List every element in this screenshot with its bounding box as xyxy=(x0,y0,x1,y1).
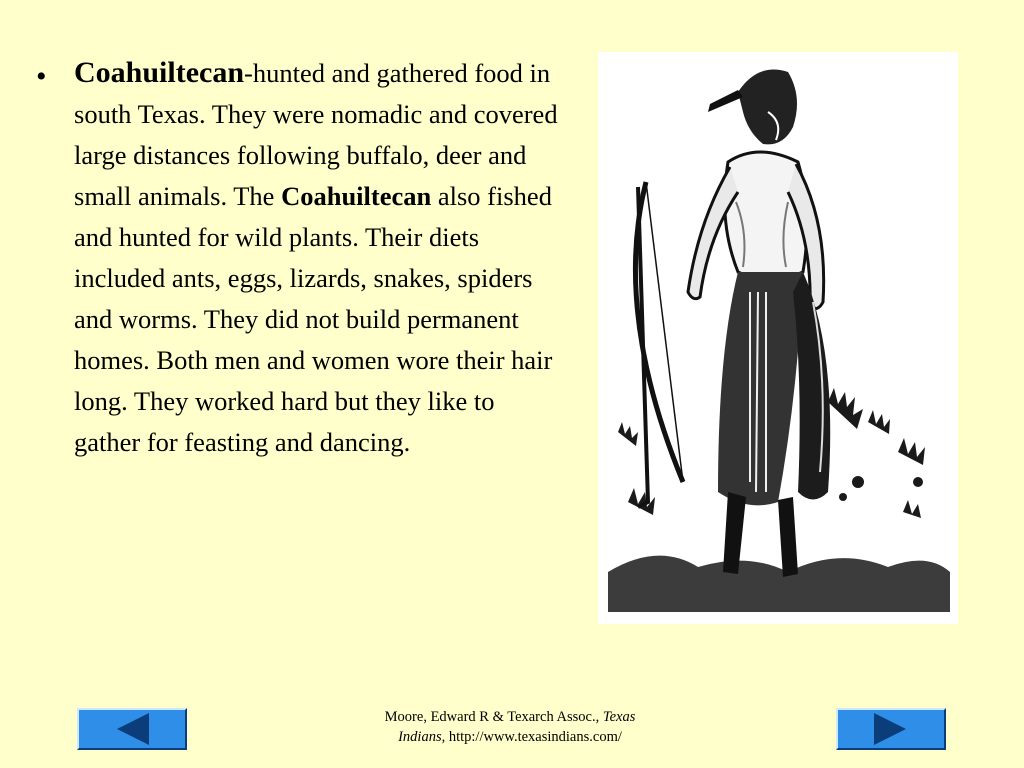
citation-title-2: Indians xyxy=(398,729,442,745)
paragraph-text-1: -hunted and gathered food in south Texas. They were nomadic and covered large distances following buffalo, deer and small animals. The xyxy=(74,58,558,211)
citation-title-1: Texas xyxy=(602,709,636,725)
previous-slide-button[interactable] xyxy=(77,708,187,750)
bullet-item xyxy=(30,52,560,463)
coahuiltecan-illustration xyxy=(598,52,958,624)
bullet-dot-icon: • xyxy=(36,60,47,93)
keyword-term: Coahuiltecan xyxy=(281,181,432,211)
citation-authors: Moore, Edward R & Texarch Assoc., xyxy=(384,709,603,725)
heading-term: Coahuiltecan xyxy=(74,56,245,89)
bullet-paragraph xyxy=(74,52,560,463)
next-slide-button[interactable] xyxy=(836,708,946,750)
citation xyxy=(330,707,690,747)
paragraph-text-2: also fished and hunted for wild plants. Their diets included ants, eggs, lizards, snakes, spiders and worms. They did not build permanent homes. Both men and women wore their hair long. They worked hard but they like to gather for feasting and dancing. xyxy=(74,181,553,457)
triangle-right-icon xyxy=(838,710,944,748)
triangle-left-icon xyxy=(79,710,185,748)
citation-url: , http://www.texasindians.com/ xyxy=(441,729,622,745)
